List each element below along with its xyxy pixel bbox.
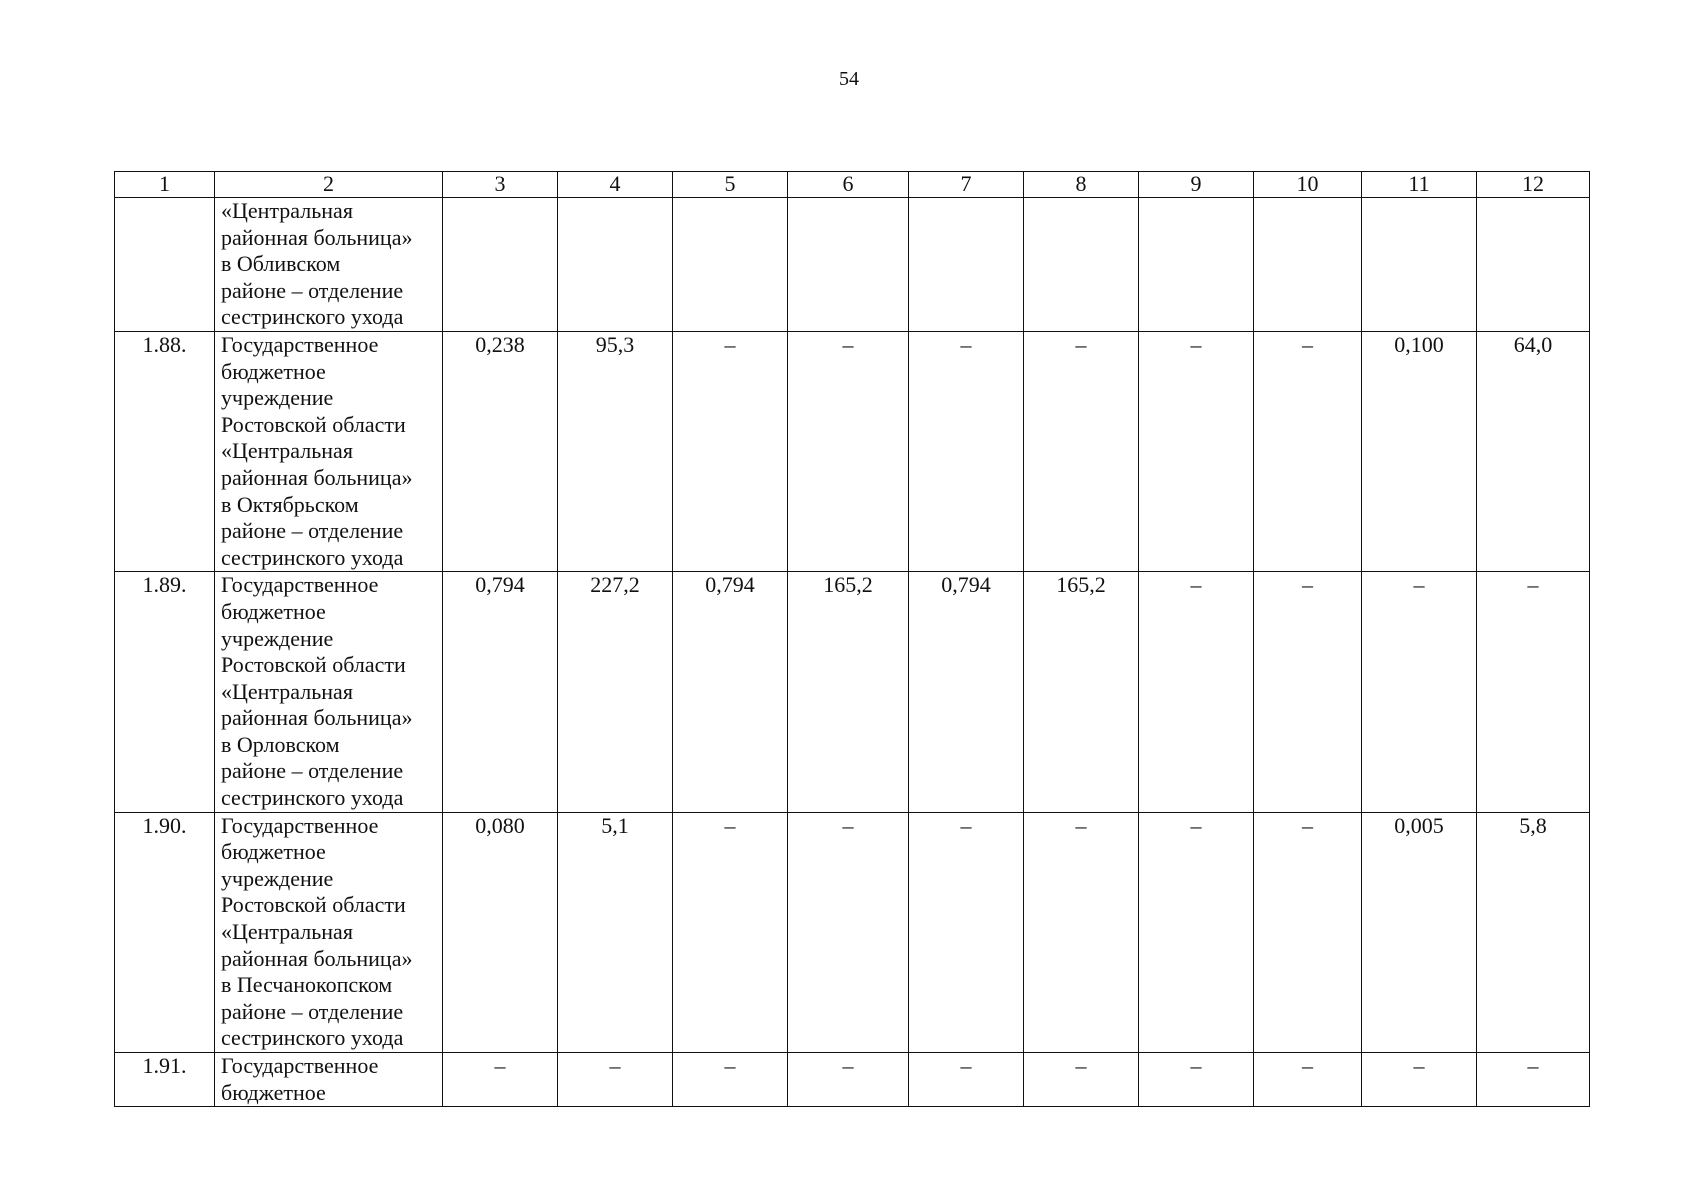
table-row xyxy=(115,198,1590,332)
table-cell xyxy=(1254,198,1362,332)
table-cell: – xyxy=(443,1053,558,1107)
row-number: 1.88. xyxy=(115,331,215,571)
table-cell xyxy=(443,198,558,332)
table-cell: – xyxy=(1362,1053,1477,1107)
column-header: 9 xyxy=(1139,172,1254,198)
table-cell xyxy=(788,198,909,332)
institution-name: Государственное бюджетное учреждение Ростовской области «Центральная районная больница» в Орловском районе – отделение сестринского ухода xyxy=(215,572,443,812)
institution-name: Государственное бюджетное учреждение Ростовской области «Центральная районная больница» в Октябрьском районе – отделение сестринского ухода xyxy=(215,331,443,571)
row-number: 1.91. xyxy=(115,1053,215,1107)
column-header: 4 xyxy=(558,172,673,198)
institution-name: Государственное бюджетное xyxy=(215,1053,443,1107)
table-cell: 0,794 xyxy=(443,572,558,812)
column-header: 3 xyxy=(443,172,558,198)
header-row xyxy=(115,172,1590,198)
table-cell: – xyxy=(1254,1053,1362,1107)
table-row xyxy=(115,331,1590,571)
table-cell: – xyxy=(788,1053,909,1107)
table-cell: – xyxy=(673,331,788,571)
table-cell xyxy=(1362,198,1477,332)
table-cell: 64,0 xyxy=(1477,331,1590,571)
table-cell: – xyxy=(909,812,1024,1052)
column-header: 11 xyxy=(1362,172,1477,198)
table-cell: 0,005 xyxy=(1362,812,1477,1052)
table-cell xyxy=(673,198,788,332)
table-cell xyxy=(1139,198,1254,332)
column-header: 1 xyxy=(115,172,215,198)
table-cell: 0,238 xyxy=(443,331,558,571)
table-cell xyxy=(909,198,1024,332)
institution-name: «Центральная районная больница» в Обливском районе – отделение сестринского ухода xyxy=(215,198,443,332)
table-cell: – xyxy=(1254,812,1362,1052)
table-cell: – xyxy=(909,331,1024,571)
table-cell xyxy=(1477,198,1590,332)
table-cell: – xyxy=(1477,572,1590,812)
row-number: 1.90. xyxy=(115,812,215,1052)
column-header: 8 xyxy=(1024,172,1139,198)
table-cell: 5,1 xyxy=(558,812,673,1052)
table-cell: – xyxy=(909,1053,1024,1107)
column-header: 7 xyxy=(909,172,1024,198)
table-cell: 95,3 xyxy=(558,331,673,571)
column-header: 6 xyxy=(788,172,909,198)
table-cell: 0,080 xyxy=(443,812,558,1052)
institution-name: Государственное бюджетное учреждение Ростовской области «Центральная районная больница» в Песчанокопском районе – отделение сестринского ухода xyxy=(215,812,443,1052)
table-cell: 165,2 xyxy=(788,572,909,812)
page-number: 54 xyxy=(839,68,859,90)
table-row xyxy=(115,1053,1590,1107)
table-cell: – xyxy=(673,812,788,1052)
table-cell: – xyxy=(558,1053,673,1107)
table-cell: – xyxy=(1139,812,1254,1052)
column-header: 12 xyxy=(1477,172,1590,198)
table-cell: – xyxy=(1362,572,1477,812)
table-cell: – xyxy=(1139,572,1254,812)
row-number xyxy=(115,198,215,332)
table-cell: – xyxy=(1024,1053,1139,1107)
column-header: 10 xyxy=(1254,172,1362,198)
column-header: 2 xyxy=(215,172,443,198)
table-cell: 227,2 xyxy=(558,572,673,812)
table-cell: – xyxy=(1254,331,1362,571)
table-cell: – xyxy=(788,331,909,571)
table-cell: – xyxy=(1139,1053,1254,1107)
table-cell: – xyxy=(788,812,909,1052)
table-cell: 165,2 xyxy=(1024,572,1139,812)
table-row xyxy=(115,572,1590,812)
table-cell: 0,100 xyxy=(1362,331,1477,571)
table-cell: – xyxy=(673,1053,788,1107)
table-cell: – xyxy=(1477,1053,1590,1107)
data-table xyxy=(114,171,1590,1107)
table-cell xyxy=(1024,198,1139,332)
row-number: 1.89. xyxy=(115,572,215,812)
table-row xyxy=(115,812,1590,1052)
table-cell: – xyxy=(1139,331,1254,571)
table-cell: – xyxy=(1254,572,1362,812)
table-cell xyxy=(558,198,673,332)
table-cell: – xyxy=(1024,812,1139,1052)
table-cell: 0,794 xyxy=(673,572,788,812)
table-cell: 0,794 xyxy=(909,572,1024,812)
column-header: 5 xyxy=(673,172,788,198)
table-cell: – xyxy=(1024,331,1139,571)
table-cell: 5,8 xyxy=(1477,812,1590,1052)
